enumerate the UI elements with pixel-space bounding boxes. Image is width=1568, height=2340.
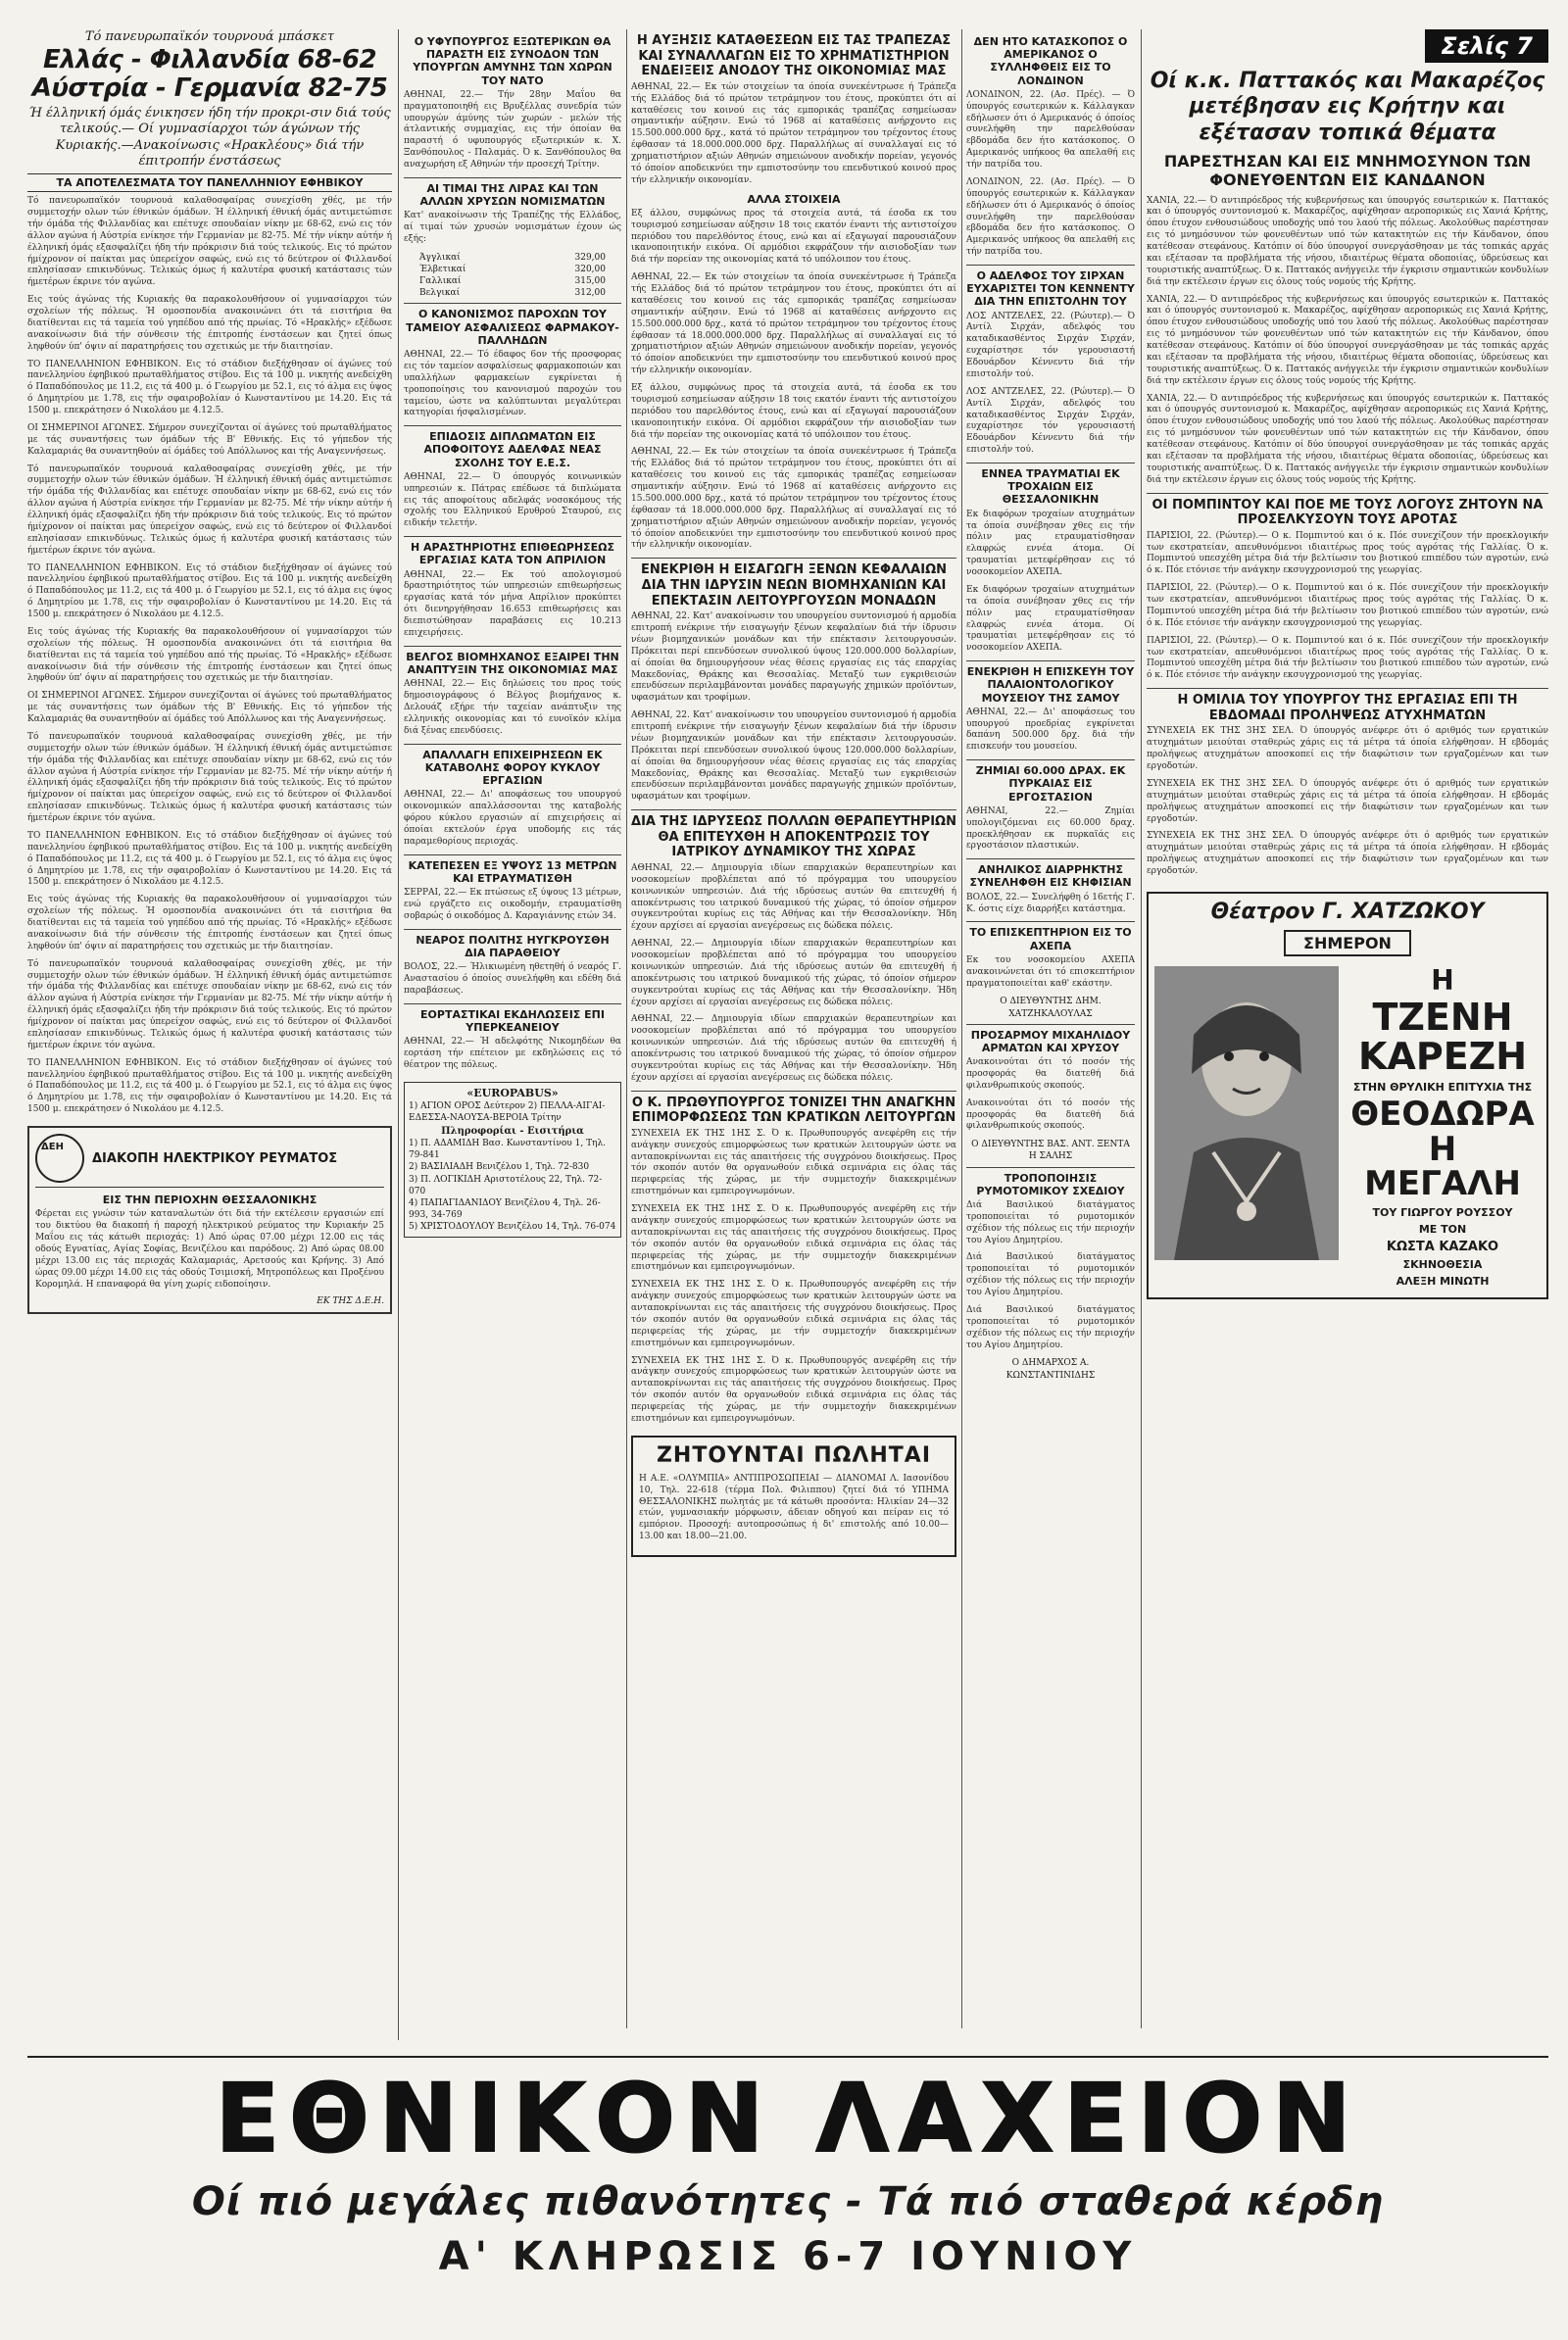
article-body: ΛΟΣ ΑΝΤΖΕΛΕΣ, 22. (Ρώυτερ).— Ό Αντίλ Σιρχάν, αδελφός του καταδικασθέντος Σιρχάν Σιρχάν, ευχαρίστησε τόν γερουσιαστή Εδουάρδον Κέννεντυ διά τήν επιστολήν τού. <box>966 386 1135 456</box>
power-notice-title: ΔΙΑΚΟΠΗ ΗΛΕΚΤΡΙΚΟΥ ΡΕΥΜΑΤΟΣ <box>92 1150 338 1166</box>
headline: ΤΟ ΕΠΙΣΚΕΠΤΗΡΙΟΝ ΕΙΣ ΤΟ ΑΧΕΠΑ <box>966 921 1135 951</box>
europabus-line: 2) ΒΑΣΙΛΙΑΔΗ Βενιζέλου 1, Τηλ. 72-830 <box>409 1162 590 1173</box>
headline: ΔΙΑ ΤΗΣ ΙΔΡΥΣΕΩΣ ΠΟΛΛΩΝ ΘΕΡΑΠΕΥΤΗΡΙΩΝ ΘΑ ΕΠΙΤΕΥΧΘΗ Η ΑΠΟΚΕΝΤΡΩΣΙΣ ΤΟΥ ΙΑΤΡΙΚΟΥ ΔΥΝΑΜΙΚΟΥ ΤΗΣ ΧΩΡΑΣ <box>631 809 956 860</box>
kicker: Τό πανευρωπαϊκόν τουρνουά μπάσκετ <box>84 29 335 44</box>
salesmen-wanted-ad <box>631 1436 956 1557</box>
rate-row: Έλβετικαί 320,00 <box>419 265 606 275</box>
europabus-line: Πληροφορίαι - Εισιτήρια <box>441 1125 584 1137</box>
headline: Ο Κ. ΠΡΩΘΥΠΟΥΡΓΟΣ ΤΟΝΙΖΕΙ ΤΗΝ ΑΝΑΓΚΗΝ ΕΠΙΜΟΡΦΩΣΕΩΣ ΤΩΝ ΚΡΑΤΙΚΩΝ ΛΕΙΤΟΥΡΓΩΝ <box>631 1091 956 1126</box>
article-body: ΧΑΝΙΑ, 22.— Ό αντιπρόεδρος τής κυβερνήσεως και ύπουργός εσωτερικών κ. Παττακός και ό ύπουργός συντονισμού κ. Μακαρέζος, αφίχθησαν αεροπορικώς εις Χανιά Κρήτης, όπου έτυχον ενθουσιώδους υποδοχής υπό του λαού τής πόλεως. Ακολούθως παρέστησαν εις τό μνημόσυνον τών φονευθέντων υπό τών κατακτητών εις τήν Κάνδανον, όπου κατέθεσαν στεφάνους. Κατόπιν οί δύο ύπουργοί συνεργάσθησαν με τάς τοπικάς αρχάς και εξέτασαν τα προβλήματα τής νήσου, ιδιαιτέρως θέματα οδοποιίας, ύδρεύσεως και τουριστικής αναπτύξεως. Ό κ. Παττακός ανήγγειλε τήν έγκρισιν σημαντικών κονδυλίων διά την εκτέλεσιν έργων εις όλους τούς νομούς τής Κρήτης. <box>1147 195 1548 287</box>
article-body: Κατ' ανακοίνωσιν τής Τραπέζης τής Ελλάδος, αί τιμαί τών χρυσών νομισμάτων έχουν ώς εξής: <box>404 211 621 244</box>
article-body: ΤΟ ΠΑΝΕΛΛΗΝΙΟΝ ΕΦΗΒΙΚΟΝ. Εις τό στάδιον διεξήχθησαν οί άγώνες τού πανελληνίου έφηβικού πρωταθλήματος στίβου. Εις τά 100 μ. νικητής ανεδείχθη ό Παπαδόπουλος με 11.2, εις τά 400 μ. ό Γεωργίου με 52.1, εις τό άλμα εις ύψος ό Δημητρίου με 1.78, εις τήν σφαιροβολίαν ό Κωνσταντίνου με 14.20. Εις τά 1500 μ. επεκράτησεν ό Νικολάου με 4.12.5. <box>27 1057 392 1115</box>
article-body: ΑΘΗΝΑΙ, 22.— Τό έδαφος 6ον τής προσφορας εις τόν ταμείον ασφαλίσεως φαρμακοποιών και υπαλλήλων φαρμακείων εγκρίνεται ή τροποποίησις του κανονισμού παροχών του ταμείου, ώστε να καλύπτωνται μεγαλύτεραι κατηγορίαι ήσφαλισμένων. <box>404 350 621 418</box>
column-economy <box>631 29 956 2028</box>
headline: Η ΑΡΑΣΤΗΡΙΟΤΗΣ ΕΠΙΘΕΩΡΗΣΕΩΣ ΕΡΓΑΣΙΑΣ ΚΑΤΑ ΤΟΝ ΑΠΡΙΛΙΟΝ <box>404 536 621 566</box>
article-body: ΣΥΝΕΧΕΙΑ ΕΚ ΤΗΣ 3ΗΣ ΣΕΛ. Ό ύπουργός ανέφερε ότι ό αριθμός των εργατικών ατυχημάτων μειούται σταθερώς χάρις εις τά μέτρα τά όποία ελήφθησαν. Η εβδομάς προλήψεως ατυχημάτων αποσκοπεί εις τήν διαφώτισιν των εργαζομένων και των εργοδοτών. <box>1147 778 1548 824</box>
article-body: ΧΑΝΙΑ, 22.— Ό αντιπρόεδρος τής κυβερνήσεως και ύπουργός εσωτερικών κ. Παττακός και ό ύπουργός συντονισμού κ. Μακαρέζος, αφίχθησαν αεροπορικώς εις Χανιά Κρήτης, όπου έτυχον ενθουσιώδους υποδοχής υπό του λαού τής πόλεως. Ακολούθως παρέστησαν εις τό μνημόσυνον τών φονευθέντων υπό τών κατακτητών εις τήν Κάνδανον, όπου κατέθεσαν στεφάνους. Κατόπιν οί δύο ύπουργοί συνεργάσθησαν με τάς τοπικάς αρχάς και εξέτασαν τα προβλήματα τής νήσου, ιδιαιτέρως θέματα οδοποιίας, ύδρεύσεως και τουριστικής αναπτύξεως. Ό κ. Παττακός ανήγγειλε τήν έγκρισιν σημαντικών κονδυλίων διά την εκτέλεσιν έργων εις όλους τούς νομούς τής Κρήτης. <box>1147 294 1548 386</box>
headline-greece-finland: Ελλάς - Φιλλανδία 68-62 <box>42 45 377 74</box>
headline: ΒΕΛΓΟΣ ΒΙΟΜΗΧΑΝΟΣ ΕΞΑΙΡΕΙ ΤΗΝ ΑΝΑΠΤΥΞΙΝ ΤΗΣ ΟΙΚΟΝΟΜΙΑΣ ΜΑΣ <box>404 646 621 676</box>
headline: Η ΟΜΙΛΙΑ ΤΟΥ ΥΠΟΥΡΓΟΥ ΤΗΣ ΕΡΓΑΣΙΑΣ ΕΠΙ ΤΗ ΕΒΔΟΜΑΔΙ ΠΡΟΛΗΨΕΩΣ ΑΤΥΧΗΜΑΤΩΝ <box>1147 688 1548 723</box>
theatre-author: ΤΟΥ ΓΙΩΡΓΟΥ ΡΟΥΣΣΟΥ <box>1372 1206 1513 1220</box>
power-notice-region: ΕΙΣ ΤΗΝ ΠΕΡΙΟΧΗΝ ΘΕΣΣΑΛΟΝΙΚΗΣ <box>102 1194 318 1207</box>
article-body: ΠΑΡΙΣΙΟΙ, 22. (Ρώυτερ).— Ο κ. Πομπιντού και ό κ. Πόε συνεχίζουν τήν προεκλογικήν των εκστρατείαν, απευθυνόμενοι ιδιαιτέρως προς τούς αγρότας τής Γαλλίας. Ό κ. Πομπιντού υπεσχέθη μέτρα διά τήν βελτίωσιν του βιοτικού επιπέδου τών αγροτών, ενώ ό κ. Πόε ετόνισε τήν ανάγκην εκσυγχρονισμού της γεωργίας. <box>1147 530 1548 576</box>
article-body: ΑΘΗΝΑΙ, 22.— Ζημίαι υπολογιζόμεναι εις 60.000 δραχ. προεκλήθησαν εκ πυρκαϊάς εις εργοστάσιον πλαστικών. <box>966 805 1135 852</box>
salesmen-wanted-title: ΖΗΤΟΥΝΤΑΙ ΠΩΛΗΤΑΙ <box>656 1442 932 1468</box>
lede: Ή έλληνική όμάς ένικησεν ήδη τήν προκρι-σιν διά τούς τελικούς.— Οί γυμνασίαρχοι τών άγώνων τής Κυριακής.—Ανακοίνωσις «Ηρακλέους» διά τήν έπιτροπήν ένστάσεως <box>28 106 391 169</box>
article-body: ΛΟΝΔΙΝΟΝ, 22. (Ασ. Πρές). — Ό ύπουργός εσωτερικών κ. Κάλλαγκαν εδήλωσεν ότι ό Αμερικανός ό όποίος συνελήφθη την παρελθούσαν εβδομάδα δεν ήτο κατάσκοπος. Ο Αμερικανός υπήκοος θα απελαθή εις τήν πατρίδα του. <box>966 89 1135 170</box>
article-body: ΠΑΡΙΣΙΟΙ, 22. (Ρώυτερ).— Ο κ. Πομπιντού και ό κ. Πόε συνεχίζουν τήν προεκλογικήν των εκστρατείαν, απευθυνόμενοι ιδιαιτέρως προς τούς αγρότας τής Γαλλίας. Ό κ. Πομπιντού υπεσχέθη μέτρα διά τήν βελτίωσιν του βιοτικού επιπέδου τών αγροτών, ενώ ό κ. Πόε ετόνισε τήν ανάγκην εκσυγχρονισμού της γεωργίας. <box>1147 583 1548 628</box>
rate-row: Βελγικαί 312,00 <box>419 288 606 299</box>
article-body: Εκ διαφόρων τροχαίων ατυχημάτων τα όποία συνέβησαν χθες εις τήν πόλιν μας ετραυματίσθησαν ελαφρώς εννέα άτομα. Οί τραυματίαι μετεφέρθησαν εις τό νοσοκομείον ΑΧΕΠΑ. <box>966 584 1135 654</box>
headline: ΕΝΕΚΡΙΘΗ Η ΕΙΣΑΓΩΓΗ ΞΕΝΩΝ ΚΕΦΑΛΑΙΩΝ ΔΙΑ ΤΗΝ ΙΔΡΥΣΙΝ ΝΕΩΝ ΒΙΟΜΗΧΑΝΙΩΝ ΚΑΙ ΕΠΕΚΤΑΣΙΝ ΛΕΙΤΟΥΡΓΟΥΣΩΝ ΜΟΝΑΔΩΝ <box>631 558 956 609</box>
article-body: ΣΥΝΕΧΕΙΑ ΕΚ ΤΗΣ 1ΗΣ Σ. Ό κ. Πρωθυπουργός ανεφέρθη εις τήν ανάγκην συνεχούς επιμορφώσεως των κρατικών λειτουργών ώστε να ανταποκρίνωνται εις τάς απαιτήσεις τής συγχρόνου διοικήσεως. Προς τόν σκοπόν αυτόν θα οργανωθούν ειδικά σεμινάρια εις όλας τάς περιφερείας τής χώρας, με τήν συμμετοχήν διακεκριμένων επιστημόνων και εμπειρογνωμόνων. <box>631 1128 956 1197</box>
signature: Ο ΔΗΜΑΡΧΟΣ Α. ΚΩΝΣΤΑΝΤΙΝΙΔΗΣ <box>1005 1358 1096 1381</box>
article-body: ΑΘΗΝΑΙ, 22.— Δημιουργία ιδίων επαρχιακών θεραπευτηρίων και νοσοκομείων προβλέπεται από τό πρόγραμμα του υπουργείου κοινωνικών υπηρεσιών. Διά τής ιδρύσεως αυτών θα επιτευχθή ή αποκέντρωσις του ιατρικού δυναμικού τής χώρας, τό όποίον σήμερον συγκεντρούται κυρίως εις τάς Αθήνας και τήν Θεσσαλονίκην. Ήδη έχουν αρχίσει αί εργασίαι ανεγέρσεως εις δώδεκα πόλεις. <box>631 1014 956 1083</box>
theatre-article: Η <box>1431 963 1454 997</box>
article-body: ΣΥΝΕΧΕΙΑ ΕΚ ΤΗΣ 3ΗΣ ΣΕΛ. Ό ύπουργός ανέφερε ότι ό αριθμός των εργατικών ατυχημάτων μειούται σταθερώς χάρις εις τά μέτρα τά όποία ελήφθησαν. Η εβδομάς προλήψεως ατυχημάτων αποσκοπεί εις τήν διαφώτισιν των εργαζομένων και των εργοδοτών. <box>1147 831 1548 877</box>
europabus-line: 3) Π. ΛΟΓΙΚΙΔΗ Αριστοτέλους 22, Τηλ. 72-070 <box>409 1174 603 1196</box>
article-body: ΧΑΝΙΑ, 22.— Ό αντιπρόεδρος τής κυβερνήσεως και ύπουργός εσωτερικών κ. Παττακός και ό ύπουργός συντονισμού κ. Μακαρέζος, αφίχθησαν αεροπορικώς εις Χανιά Κρήτης, όπου έτυχον ενθουσιώδους υποδοχής υπό του λαού τής πόλεως. Ακολούθως παρέστησαν εις τό μνημόσυνον τών φονευθέντων υπό τών κατακτητών εις τήν Κάνδανον, όπου κατέθεσαν στεφάνους. Κατόπιν οί δύο ύπουργοί συνεργάσθησαν με τάς τοπικάς αρχάς και εξέτασαν τα προβλήματα τής νήσου, ιδιαιτέρως θέματα οδοποιίας, ύδρεύσεως και τουριστικής αναπτύξεως. Ό κ. Παττακός ανήγγειλε τήν έγκρισιν σημαντικών κονδυλίων διά την εκτέλεσιν έργων εις όλους τούς νομούς τής Κρήτης. <box>1147 393 1548 485</box>
article-body: Τό πανευρωπαϊκόν τουρνουά καλαθοσφαίρας συνεχίσθη χθές, με τήν συμμετοχήν ολων τών έθνικών όμάδων. Ή έλληνική έθνική όμάς αντιμετώπισε τήν όμάδα τής Φιλλανδίας και επέτυχε σπουδαίαν νίκην με 68-62, ενώ εις τόν άλλον αγώνα ή Αύστρία ενίκησε τήν Γερμανίαν με 82-75. Μέ τήν νίκην αύτήν ή έλληνική όμάς εξασφαλίζει ήδη τήν πρόκρισιν διά τούς τελικούς. Εις τό πρώτον ήμίχρονον οί παίκται μας ύπερείχον σαφώς, ενώ εις τό δεύτερον οί Φιλλανδοί επλησίασαν επικινδύνως. Τελικώς όμως ή καλυτέρα φυσική κατάστασις τών ήμετέρων έκρινε τόν αγώνα. <box>27 731 392 824</box>
page-number-badge: Σελίς 7 <box>1425 29 1548 63</box>
power-outage-notice <box>27 1126 392 1314</box>
column-rule <box>1141 29 1142 2028</box>
headline: ΔΕΝ ΗΤΟ ΚΑΤΑΣΚΟΠΟΣ Ο ΑΜΕΡΙΚΑΝΟΣ Ο ΣΥΛΛΗΦΘΕΙΣ ΕΙΣ ΤΟ ΛΟΝΔΙΝΟΝ <box>973 35 1128 87</box>
article-body: Εξ άλλου, συμφώνως προς τά στοιχεία αυτά, τά έσοδα εκ του τουρισμού εσημείωσαν αύξησιν 18 τοις εκατόν έναντι τής αντιστοίχου περιόδου του παρελθόντος έτους, ενώ και αί εξαγωγαί παρουσιάζουν ικανοποιητικήν εικόνα. Οί αρμόδιοι εκφράζουν τήν αισιοδοξίαν των διά τήν πορείαν της οικονομίας κατά τό υπόλοιπον του έτους. <box>631 208 956 266</box>
article-body: ΣΥΝΕΧΕΙΑ ΕΚ ΤΗΣ 1ΗΣ Σ. Ό κ. Πρωθυπουργός ανεφέρθη εις τήν ανάγκην συνεχούς επιμορφώσεως των κρατικών λειτουργών ώστε να ανταποκρίνωνται εις τάς απαιτήσεις τής συγχρόνου διοικήσεως. Προς τόν σκοπόν αυτόν θα οργανωθούν ειδικά σεμινάρια εις όλας τάς περιφερείας τής χώρας, με τήν συμμετοχήν διακεκριμένων επιστημόνων και εμπειρογνωμόνων. <box>631 1204 956 1273</box>
article-body: ΑΘΗΝΑΙ, 22.— Ή αδελφότης Νικομηδέων θα εορτάση τήν επέτειον με εκδηλώσεις εις τό θέατρον της πόλεως. <box>404 1036 621 1070</box>
article-body: ΒΟΛΟΣ, 22.— Συνελήφθη ό 16ετής Γ. Κ. όστις είχε διαρρήξει κατάστημα. <box>966 892 1135 914</box>
article-body: ΣΥΝΕΧΕΙΑ ΕΚ ΤΗΣ 1ΗΣ Σ. Ό κ. Πρωθυπουργός ανεφέρθη εις τήν ανάγκην συνεχούς επιμορφώσεως των κρατικών λειτουργών ώστε να ανταποκρίνωνται εις τάς απαιτήσεις τής συγχρόνου διοικήσεως. Προς τόν σκοπόν αυτόν θα οργανωθούν ειδικά σεμινάρια εις όλας τάς περιφερείας τής χώρας, με τήν συμμετοχήν διακεκριμένων επιστημόνων και εμπειρογνωμόνων. <box>631 1355 956 1424</box>
headline: Η ΑΥΞΗΣΙΣ ΚΑΤΑΘΕΣΕΩΝ ΕΙΣ ΤΑΣ ΤΡΑΠΕΖΑΣ ΚΑΙ ΣΥΝΑΛΛΑΓΩΝ ΕΙΣ ΤΟ ΧΡΗΜΑΤΙΣΤΗΡΙΟΝ ΕΝΔΕΙΞΕΙΣ ΑΝΟΔΟΥ ΤΗΣ ΟΙΚΟΝΟΜΙΑΣ ΜΑΣ <box>636 33 952 79</box>
article-body: ΟΙ ΣΗΜΕΡΙΝΟΙ ΑΓΩΝΕΣ. Σήμερον συνεχίζονται οί άγώνες τού πρωταθλήματος με τάς συναντήσεις των όμάδων τής Β' Εθνικής. Εις τό γήπεδον τής Καλαμαριάς θα συναντηθούν αί όμάδες τού Απόλλωνος και τής Αναγεννήσεως. <box>27 691 392 725</box>
article-body: ΑΘΗΝΑΙ, 22.— Ό όπουργός κοινωνικών υπηρεσιών κ. Πάτρας επέδωσε τά διπλώματα εις τάς αποφοίτους αδελφάς νοσοκόμους τής σχολής του Ελληνικού Ερυθρού Σταυρού, εις ειδικήν τελετήν. <box>404 471 621 529</box>
signature: Ο ΔΙΕΥΘΥΝΤΗΣ ΔΗΜ. ΧΑΤΖΗΚΑΛΟΥΛΑΣ <box>1000 997 1102 1019</box>
article-body: ΑΘΗΝΑΙ, 22.— Δι' αποφάσεως του υπουργού προεδρίας εγκρίνεται δαπάνη 500.000 δρχ. διά τήν επισκευήν του μουσείου. <box>966 707 1135 753</box>
europabus-ad <box>404 1082 621 1239</box>
article-body: ΑΘΗΝΑΙ, 22.— Εκ τού απολογισμού δραστηριότητος τών υπηρεσιών επιθεωρήσεως εργασίας κατά τόν μήνα Απρίλιον προκύπτει ότι διενηργήθησαν 16.653 επιθεωρήσεις και διεπιστώθησαν παραβάσεις εις 10.213 επιχειρήσεις. <box>404 569 621 638</box>
article-body: ΣΕΡΡΑΙ, 22.— Εκ πτώσεως εξ ύψους 13 μέτρων, ενώ εργάζετο εις οικοδομήν, ετραυματίσθη σοβαρώς ό οικοδόμος Δ. Καραγιάννης ετών 34. <box>404 887 621 921</box>
article-body: Ανακοινούται ότι τό ποσόν τής προσφοράς θα διατεθή διά φιλανθρωπικούς σκοπούς. <box>966 1097 1135 1132</box>
article-body: Τό πανευρωπαϊκόν τουρνουά καλαθοσφαίρας συνεχίσθη χθές, με τήν συμμετοχήν ολων τών έθνικών όμάδων. Ή έλληνική έθνική όμάς αντιμετώπισε τήν όμάδα τής Φιλλανδίας και επέτυχε σπουδαίαν νίκην με 68-62, ενώ εις τόν άλλον αγώνα ή Αύστρία ενίκησε τήν Γερμανίαν με 82-75. Μέ τήν νίκην αύτήν ή έλληνική όμάς εξασφαλίζει ήδη τήν πρόκρισιν διά τούς τελικούς. Εις τό πρώτον ήμίχρονον οί παίκται μας ύπερείχον σαφώς, ενώ εις τό δεύτερον οί Φιλλανδοί επλησίασαν επικινδύνως. Τελικώς όμως ή καλυτέρα φυσική κατάστασις τών ήμετέρων έκρινε τόν αγώνα. <box>27 463 392 556</box>
theatre-direction-label: ΣΚΗΝΟΘΕΣΙΑ <box>1402 1258 1483 1272</box>
headline: ΝΕΑΡΟΣ ΠΟΛΙΤΗΣ ΗΥΓΚΡΟΥΣΘΗ ΔΙΑ ΠΑΡΑΘΕΙΟΥ <box>404 929 621 959</box>
article-body: ΤΟ ΠΑΝΕΛΛΗΝΙΟΝ ΕΦΗΒΙΚΟΝ. Εις τό στάδιον διεξήχθησαν οί άγώνες τού πανελληνίου έφηβικού πρωταθλήματος στίβου. Εις τά 100 μ. νικητής ανεδείχθη ό Παπαδόπουλος με 11.2, εις τά 400 μ. ό Γεωργίου με 52.1, εις τό άλμα εις ύψος ό Δημητρίου με 1.78, εις τήν σφαιροβολίαν ό Κωνσταντίνου με 14.20. Εις τά 1500 μ. επεκράτησεν ό Νικολάου με 4.12.5. <box>27 359 392 416</box>
headline: ΕΝΝΕΑ ΤΡΑΥΜΑΤΙΑΙ ΕΚ ΤΡΟΧΑΙΩΝ ΕΙΣ ΘΕΣΣΑΛΟΝΙΚΗΝ <box>966 463 1135 507</box>
article-body: Εκ του νοσοκομείου ΑΧΕΠΑ ανακοινώνεται ότι τό επισκεπτήριον πραγματοποιείται καθ' εκάστην. <box>966 954 1135 989</box>
article-body: ΑΘΗΝΑΙ, 22. Κατ' ανακοίνωσιν του υπουργείου συντονισμού ή αρμοδία επιτροπή ενέκρινε τήν εισαγωγήν ξένων κεφαλαίων διά τήν ίδρυσιν νέων βιομηχανικών μονάδων και τήν επέκτασιν λειτουργουσών. Πρόκειται περί επενδύσεων συνολικού ύψους 120.000.000 δολλαρίων, αί όποίαι θα δημιουργήσουν νέας θέσεις εργασίας εις τάς επαρχίας Μακεδονίας, Θράκης και Θεσσαλίας. Μεταξύ των εγκριθεισών επενδύσεων περιλαμβάνονται μονάδες παραγωγής χημικών προϊόντων, υφασμάτων και τροφίμων. <box>631 710 956 803</box>
theatre-name: Θέατρον Γ. ΧΑΤΖΩΚΟΥ <box>1210 899 1485 924</box>
actress-photo <box>1154 966 1339 1260</box>
article-body: ΠΑΡΙΣΙΟΙ, 22. (Ρώυτερ).— Ο κ. Πομπιντού και ό κ. Πόε συνεχίζουν τήν προεκλογικήν των εκστρατείαν, απευθυνόμενοι ιδιαιτέρως προς τούς αγρότας τής Γαλλίας. Ό κ. Πομπιντού υπεσχέθη μέτρα διά τήν βελτίωσιν του βιοτικού επιπέδου τών αγροτών, ενώ ό κ. Πόε ετόνισε τήν ανάγκην εκσυγχρονισμού της γεωργίας. <box>1147 635 1548 681</box>
headline: ΑΠΑΛΛΑΓΗ ΕΠΙΧΕΙΡΗΣΕΩΝ ΕΚ ΚΑΤΑΒΟΛΗΣ ΦΟΡΟΥ ΚΥΚΛΟΥ ΕΡΓΑΣΙΩΝ <box>404 744 621 788</box>
europabus-line: 4) ΠΑΠΑΓΙΔΑΝΙΔΟΥ Βενιζέλου 4, Τηλ. 26-993, 34-769 <box>409 1197 601 1220</box>
article-body: Τό πανευρωπαϊκόν τουρνουά καλαθοσφαίρας συνεχίσθη χθές, με τήν συμμετοχήν ολων τών έθνικών όμάδων. Ή έλληνική έθνική όμάς αντιμετώπισε τήν όμάδα τής Φιλλανδίας και επέτυχε σπουδαίαν νίκην με 68-62, ενώ εις τόν άλλον αγώνα ή Αύστρία ενίκησε τήν Γερμανίαν με 82-75. Μέ τήν νίκην αύτήν ή έλληνική όμάς εξασφαλίζει ήδη τήν πρόκρισιν διά τούς τελικούς. Εις τό πρώτον ήμίχρονον οί παίκται μας ύπερείχον σαφώς, ενώ εις τό δεύτερον οί Φιλλανδοί επλησίασαν επικινδύνως. Τελικώς όμως ή καλυτέρα φυσική κατάστασις τών ήμετέρων έκρινε τόν αγώνα. <box>27 958 392 1050</box>
article-body: ΤΟ ΠΑΝΕΛΛΗΝΙΟΝ ΕΦΗΒΙΚΟΝ. Εις τό στάδιον διεξήχθησαν οί άγώνες τού πανελληνίου έφηβικού πρωταθλήματος στίβου. Εις τά 100 μ. νικητής ανεδείχθη ό Παπαδόπουλος με 11.2, εις τά 400 μ. ό Γεωργίου με 52.1, εις τό άλμα εις ύψος ό Δημητρίου με 1.78, εις τήν σφαιροβολίαν ό Κωνσταντίνου με 14.20. Εις τά 1500 μ. επεκράτησεν ό Νικολάου με 4.12.5. <box>27 830 392 888</box>
headline: ΤΡΟΠΟΠΟΙΗΣΙΣ ΡΥΜΟΤΟΜΙΚΟΥ ΣΧΕΔΙΟΥ <box>966 1167 1135 1197</box>
headline-austria-germany: Αύστρία - Γερμανία 82-75 <box>31 73 388 103</box>
theatre-costar: ΚΩΣΤΑ ΚΑΖΑΚΟ <box>1386 1240 1499 1255</box>
article-body: Διά Βασιλικού διατάγματος τροποποιείται τό ρυμοτομικόν σχέδιον τής πόλεως εις τήν περιοχήν του Αγίου Δημητρίου. <box>966 1252 1135 1298</box>
column-rule <box>398 29 399 2040</box>
theatre-play-title: ΘΕΟΔΩΡΑ Η ΜΕΓΑΛΗ <box>1350 1095 1535 1204</box>
column-news-2 <box>404 29 621 2028</box>
gold-coin-rates <box>419 252 606 300</box>
rate-row: Άγγλικαί 329,00 <box>419 252 606 263</box>
theatre-line: ΣΤΗΝ ΘΡΥΛΙΚΗ ΕΠΙΤΥΧΙΑ ΤΗΣ <box>1352 1081 1533 1095</box>
headline: ΕΟΡΤΑΣΤΙΚΑΙ ΕΚΔΗΛΩΣΕΙΣ ΕΠΙ ΥΠΕΡΚΕΑΝΕΙΟΥ <box>404 1003 621 1034</box>
article-body: ΤΟ ΠΑΝΕΛΛΗΝΙΟΝ ΕΦΗΒΙΚΟΝ. Εις τό στάδιον διεξήχθησαν οί άγώνες τού πανελληνίου έφηβικού πρωταθλήματος στίβου. Εις τά 100 μ. νικητής ανεδείχθη ό Παπαδόπουλος με 11.2, εις τά 400 μ. ό Γεωργίου με 52.1, εις τό άλμα εις ύψος ό Δημητρίου με 1.78, εις τήν σφαιροβολίαν ό Κωνσταντίνου με 14.20. Εις τά 1500 μ. επεκράτησεν ό Νικολάου με 4.12.5. <box>27 562 392 620</box>
theatre-with: ΜΕ ΤΟΝ <box>1418 1223 1467 1237</box>
theatre-director: ΑΛΕΞΗ ΜΙΝΩΤΗ <box>1396 1275 1490 1289</box>
article-body: ΒΟΛΟΣ, 22.— Ήλικιωμένη ηθετηθή ό νεαρός Γ. Αναστασίου ό όποίος συνελήφθη και εδέθη διά παραβάσεως. <box>404 961 621 996</box>
article-body: ΑΘΗΝΑΙ, 22.— Εκ τών στοιχείων τα όποία συνεκέντρωσε ή Τράπεζα τής Ελλάδος διά τό πρώτον τετράμηνον του έτους, προκύπτει ότι αί καταθέσεις του κοινού εις τάς εμπορικάς τραπέζας εσημείωσαν σημαντικήν αύξησιν. Ενώ τό 1968 αί καταθέσεις ανήρχοντο εις 15.500.000.000 δρχ., κατά τό πρώτον τετράμηνον του τρέχοντος έτους έφθασαν τά 18.000.000.000 δρχ. Παραλλήλως αί συναλλαγαί εις τό χρηματιστήριον αξιών Αθηνών σημειώνουν ανοδικήν πορείαν, γεγονός τό όποίον αποδεικνύει την εμπιστοσύνην του επενδυτικού κοινού προς τήν ελληνικήν οικονομίαν. <box>631 272 956 376</box>
lottery-title: ΕΘΝΙΚΟΝ ΛΑΧΕΙΟΝ <box>215 2064 1361 2173</box>
headline: Ο ΚΑΝΟΝΙΣΜΟΣ ΠΑΡΟΧΩΝ ΤΟΥ ΤΑΜΕΙΟΥ ΑΣΦΑΛΙΣΕΩΣ ΦΑΡΜΑΚΟΥ-ΠΑΛΛΗΔΩΝ <box>404 303 621 347</box>
theatre-star-name: ΤΖΕΝΗ ΚΑΡΕΖΗ <box>1357 996 1528 1079</box>
national-lottery-ad <box>27 2056 1548 2311</box>
headline: ΑΙ ΤΙΜΑΙ ΤΗΣ ΛΙΡΑΣ ΚΑΙ ΤΩΝ ΑΛΛΩΝ ΧΡΥΣΩΝ ΝΟΜΙΣΜΑΤΩΝ <box>404 177 621 208</box>
headline: Ο ΥΦΥΠΟΥΡΓΟΣ ΕΞΩΤΕΡΙΚΩΝ ΘΑ ΠΑΡΑΣΤΗ ΕΙΣ ΣΥΝΟΔΟΝ ΤΩΝ ΥΠΟΥΡΓΩΝ ΑΜΥΝΗΣ ΤΩΝ ΧΩΡΩΝ ΤΟΥ ΝΑΤΟ <box>413 35 612 87</box>
headline: ΟΙ ΠΟΜΠΙΝΤΟΥ ΚΑΙ ΠΟΕ ΜΕ ΤΟΥΣ ΛΟΓΟΥΣ ΖΗΤΟΥΝ ΝΑ ΠΡΟΣΕΛΚΥΣΟΥΝ ΤΟΥΣ ΑΡΟΤΑΣ <box>1147 493 1548 528</box>
headline: ΠΡΟΣΑΡΜΟΥ ΜΙΧΑΗΛΙΔΟΥ ΑΡΜΑΤΩΝ ΚΑΙ ΧΡΥΣΟΥ <box>966 1024 1135 1054</box>
column-basketball <box>27 29 392 2040</box>
subheading: ΑΛΛΑ ΣΤΟΙΧΕΙΑ <box>747 192 841 206</box>
article-body: Εις τούς άγώνας τής Κυριακής θα παρακολουθήσουν οί γυμνασίαρχοι τών σχολείων τής πόλεως. Ή ομοσπονδία ανακοινώνει ότι τά εισιτήρια θα διατίθενται εις τά ταμεία τού γηπέδου από τής πρωίας. Τό «Ηρακλής» εξέδωσε ανακοίνωσιν διά τήν σύνθεσιν τής έπιτροπής ένστάσεων και ζητεί όπως ληφθούν ύπ' όψιν αί παρατηρήσεις του σχετικώς με τήν διαιτησίαν. <box>27 626 392 684</box>
column-front <box>1147 29 1548 2028</box>
dei-logo-text: ΔΕΗ <box>41 1142 64 1153</box>
headline: Ο ΑΔΕΛΦΟΣ ΤΟΥ ΣΙΡΧΑΝ ΕΥΧΑΡΙΣΤΕΙ ΤΟΝ ΚΕΝΝΕΝΤΥ ΔΙΑ ΤΗΝ ΕΠΙΣΤΟΛΗΝ ΤΟΥ <box>966 265 1135 309</box>
column-rule <box>961 29 962 2028</box>
article-body: ΑΘΗΝΑΙ, 22.— Εκ τών στοιχείων τα όποία συνεκέντρωσε ή Τράπεζα τής Ελλάδος διά τό πρώτον τετράμηνον του έτους, προκύπτει ότι αί καταθέσεις του κοινού εις τάς εμπορικάς τραπέζας εσημείωσαν σημαντικήν αύξησιν. Ενώ τό 1968 αί καταθέσεις ανήρχοντο εις 15.500.000.000 δρχ., κατά τό πρώτον τετράμηνον του τρέχοντος έτους έφθασαν τά 18.000.000.000 δρχ. Παραλλήλως αί συναλλαγαί εις τό χρηματιστήριον αξιών Αθηνών σημειώνουν ανοδικήν πορείαν, γεγονός τό όποίον αποδεικνύει την εμπιστοσύνην του επενδυτικού κοινού προς τήν ελληνικήν οικονομίαν. <box>631 447 956 551</box>
article-body: ΑΘΗΝΑΙ, 22.— Δημιουργία ιδίων επαρχιακών θεραπευτηρίων και νοσοκομείων προβλέπεται από τό πρόγραμμα του υπουργείου κοινωνικών υπηρεσιών. Διά τής ιδρύσεως αυτών θα επιτευχθή ή αποκέντρωσις του ιατρικού δυναμικού τής χώρας, τό όποίον σήμερον συγκεντρούται κυρίως εις τάς Αθήνας και τήν Θεσσαλονίκην. Ήδη έχουν αρχίσει αί εργασίαι ανεγέρσεως εις δώδεκα πόλεις. <box>631 862 956 932</box>
column-briefs <box>966 29 1135 2028</box>
article-body: ΟΙ ΣΗΜΕΡΙΝΟΙ ΑΓΩΝΕΣ. Σήμερον συνεχίζονται οί άγώνες τού πρωταθλήματος με τάς συναντήσεις των όμάδων τής Β' Εθνικής. Εις τό γήπεδον τής Καλαμαριάς θα συναντηθούν αί όμάδες τού Απόλλωνος και τής Αναγεννήσεως. <box>27 422 392 457</box>
europabus-title: «EUROPABUS» <box>466 1086 559 1099</box>
headline: ΚΑΤΕΠΕΣΕΝ ΕΞ ΥΨΟΥΣ 13 ΜΕΤΡΩΝ ΚΑΙ ΕΤΡΑΥΜΑΤΙΣΘΗ <box>404 854 621 885</box>
headline: ΖΗΜΙΑΙ 60.000 ΔΡΑΧ. ΕΚ ΠΥΡΚΑΙΑΣ ΕΙΣ ΕΡΓΟΣΤΑΣΙΟΝ <box>966 759 1135 804</box>
subheading-ephebic: ΤΑ ΑΠΟΤΕΛΕΣΜΑΤΑ ΤΟΥ ΠΑΝΕΛΛΗΝΙΟΥ ΕΦΗΒΙΚΟΥ <box>27 173 392 192</box>
theatre-ad <box>1147 892 1548 1299</box>
article-body: ΑΘΗΝΑΙ, 22. Κατ' ανακοίνωσιν του υπουργείου συντονισμού ή αρμοδία επιτροπή ενέκρινε τήν εισαγωγήν ξένων κεφαλαίων διά τήν ίδρυσιν νέων βιομηχανικών μονάδων και τήν επέκτασιν λειτουργουσών. Πρόκειται περί επενδύσεων συνολικού ύψους 120.000.000 δολλαρίων, αί όποίαι θα δημιουργήσουν νέας θέσεις εργασίας εις τάς επαρχίας Μακεδονίας, Θράκης και Θεσσαλίας. Μεταξύ των εγκριθεισών επενδύσεων περιλαμβάνονται μονάδες παραγωγής χημικών προϊόντων, υφασμάτων και τροφίμων. <box>631 611 956 704</box>
headline-pattakos: Οί κ.κ. Παττακός και Μακαρέζος μετέβησαν εις Κρήτην και εξέτασαν τοπικά θέματα <box>1150 69 1545 145</box>
article-body: ΑΘΗΝΑΙ, 22.— Εκ τών στοιχείων τα όποία συνεκέντρωσε ή Τράπεζα τής Ελλάδος διά τό πρώτον τετράμηνον του έτους, προκύπτει ότι αί καταθέσεις του κοινού εις τάς εμπορικάς τραπέζας εσημείωσαν σημαντικήν αύξησιν. Ενώ τό 1968 αί καταθέσεις ανήρχοντο εις 15.500.000.000 δρχ., κατά τό πρώτον τετράμηνον του τρέχοντος έτους έφθασαν τά 18.000.000.000 δρχ. Παραλλήλως αί συναλλαγαί εις τό χρηματιστήριον αξιών Αθηνών σημειώνουν ανοδικήν πορείαν, γεγονός τό όποίον αποδεικνύει την εμπιστοσύνην του επενδυτικού κοινού προς τήν ελληνικήν οικονομίαν. <box>631 81 956 185</box>
power-notice-body: Φέρεται εις γνώσιν τών καταναλωτών ότι διά τήν εκτέλεσιν εργασιών επί του δικτύου θα διακοπή ή παροχή ηλεκτρικού ρεύματος την Κυριακήν 25 Μαΐου εις τάς κάτωθι περιοχάς: 1) Από ώρας 07.00 μέχρι 12.00 εις τάς οδούς Εγνατίας, Αγίας Σοφίας, Βενιζέλου και παρόδους. 2) Από ώρας 08.00 μέχρι 13.00 εις τάς περιοχάς Καλαμαριάς, Αρετσούς και Κρήνης. 3) Από ώρας 09.00 μέχρι 14.00 εις τάς οδούς Τσιμισκή, Μητροπόλεως και Προξένου Κορομηλά. Η επαναφορά θα γίνη χωρίς ειδοποίησιν. <box>35 1209 384 1290</box>
article-body: Εις τούς άγώνας τής Κυριακής θα παρακολουθήσουν οί γυμνασίαρχοι τών σχολείων τής πόλεως. Ή ομοσπονδία ανακοινώνει ότι τά εισιτήρια θα διατίθενται εις τά ταμεία τού γηπέδου από τής πρωίας. Τό «Ηρακλής» εξέδωσε ανακοίνωσιν διά τήν σύνθεσιν τής έπιτροπής ένστάσεων και ζητεί όπως ληφθούν ύπ' όψιν αί παρατηρήσεις του σχετικώς με τήν διαιτησίαν. <box>27 295 392 352</box>
dei-logo-icon <box>35 1134 84 1183</box>
rate-row: Γαλλικαί 315,00 <box>419 276 606 287</box>
signature: Ο ΔΙΕΥΘΥΝΤΗΣ ΒΑΣ. ΑΝΤ. ΞΕΝΤΑ Η ΣΑΛΗΣ <box>971 1140 1130 1162</box>
article-body: ΣΥΝΕΧΕΙΑ ΕΚ ΤΗΣ 1ΗΣ Σ. Ό κ. Πρωθυπουργός ανεφέρθη εις τήν ανάγκην συνεχούς επιμορφώσεως των κρατικών λειτουργών ώστε να ανταποκρίνωνται εις τάς απαιτήσεις τής συγχρόνου διοικήσεως. Προς τόν σκοπόν αυτόν θα οργανωθούν ειδικά σεμινάρια εις όλας τάς περιφερείας τής χώρας, με τήν συμμετοχήν διακεκριμένων επιστημόνων και εμπειρογνωμόνων. <box>631 1280 956 1348</box>
article-body: Εις τούς άγώνας τής Κυριακής θα παρακολουθήσουν οί γυμνασίαρχοι τών σχολείων τής πόλεως. Ή ομοσπονδία ανακοινώνει ότι τά εισιτήρια θα διατίθενται εις τά ταμεία τού γηπέδου από τής πρωίας. Τό «Ηρακλής» εξέδωσε ανακοίνωσιν διά τήν σύνθεσιν τής έπιτροπής ένστάσεων και ζητεί όπως ληφθούν ύπ' όψιν αί παρατηρήσεις του σχετικώς με τήν διαιτησίαν. <box>27 895 392 951</box>
europabus-line: 5) ΧΡΙΣΤΟΔΟΥΛΟΥ Βενιζέλου 14, Τηλ. 76-074 <box>409 1222 616 1233</box>
headline: ΑΝΗΛΙΚΟΣ ΔΙΑΡΡΗΚΤΗΣ ΣΥΝΕΛΗΦΘΗ ΕΙΣ ΚΗΦΙΣΙΑΝ <box>966 858 1135 889</box>
column-rule <box>626 29 627 2028</box>
article-body: ΛΟΝΔΙΝΟΝ, 22. (Ασ. Πρές). — Ό ύπουργός εσωτερικών κ. Κάλλαγκαν εδήλωσεν ότι ό Αμερικανός ό όποίος συνελήφθη την παρελθούσαν εβδομάδα δεν ήτο κατάσκοπος. Ο Αμερικανός υπήκοος θα απελαθή εις τήν πατρίδα του. <box>966 176 1135 258</box>
salesmen-wanted-body: Η Α.Ε. «ΟΛΥΜΠΙΑ» ΑΝΤΙΠΡΟΣΩΠΕΙΑΙ — ΔΙΑΝΟΜΑΙ Λ. Ιασονίδου 10, Τηλ. 22-618 (τέρμα Πολ. Φιλιππου) ζητεί διά τό ΥΠΗΜΑ ΘΕΣΣΑΛΟΝΙΚΗΣ πωλητάς με τά κάτωθι προσόντα: Ηλικίαν 24—32 ετών, γυμνασιακήν μόρφωσιν, άδειαν οδηγού και πείραν εις τό εμπόριον. Προσοχή: αυτοπροσώπως ή δι' επιστολής από 10.00—13.00 και 18.00—21.00. <box>639 1473 949 1542</box>
lottery-draw-date: Α' ΚΛΗΡΩΣΙΣ 6-7 ΙΟΥΝΙΟΥ <box>438 2234 1138 2279</box>
europabus-line: 1) ΑΓΙΟΝ ΟΡΟΣ Δεύτερον 2) ΠΕΛΛΑ-ΑΙΓΑΙ-ΕΔΕΣΣΑ-ΝΑΟΥΣΑ-ΒΕΡΟΙΑ Τρίτην <box>409 1101 606 1124</box>
headline: ΕΝΕΚΡΙΘΗ Η ΕΠΙΣΚΕΥΗ ΤΟΥ ΠΑΛΑΙΟΝΤΟΛΟΓΙΚΟΥ ΜΟΥΣΕΙΟΥ ΤΗΣ ΣΑΜΟΥ <box>966 660 1135 705</box>
article-body: ΑΘΗΝΑΙ, 22.— Εις δηλώσεις του προς τούς δημοσιογράφους ό Βέλγος βιομήχανος κ. Δελουάζ εξήρε τήν ταχείαν ανάπτυξιν της ελληνικής οικονομίας και τό ευνοϊκόν κλίμα διά ξένας επενδύσεις. <box>404 679 621 736</box>
article-body: Διά Βασιλικού διατάγματος τροποποιείται τό ρυμοτομικόν σχέδιον τής πόλεως εις τήν περιοχήν του Αγίου Δημητρίου. <box>966 1304 1135 1350</box>
article-body: ΑΘΗΝΑΙ, 22.— Δημιουργία ιδίων επαρχιακών θεραπευτηρίων και νοσοκομείων προβλέπεται από τό πρόγραμμα του υπουργείου κοινωνικών υπηρεσιών. Διά τής ιδρύσεως αυτών θα επιτευχθή ή αποκέντρωσις του ιατρικού δυναμικού τής χώρας, τό όποίον σήμερον συγκεντρούται κυρίως εις τάς Αθήνας και τήν Θεσσαλονίκην. Ήδη έχουν αρχίσει αί εργασίαι ανεγέρσεως εις δώδεκα πόλεις. <box>631 939 956 1007</box>
subheading-memorial: ΠΑΡΕΣΤΗΣΑΝ ΚΑΙ ΕΙΣ ΜΝΗΜΟΣΥΝΟΝ ΤΩΝ ΦΟΝΕΥΘΕΝΤΩΝ ΕΙΣ ΚΑΝΔΑΝΟΝ <box>1163 152 1532 190</box>
power-notice-signature: ΕΚ ΤΗΣ Δ.Ε.Η. <box>317 1296 384 1307</box>
article-body: ΛΟΣ ΑΝΤΖΕΛΕΣ, 22. (Ρώυτερ).— Ό Αντίλ Σιρχάν, αδελφός του καταδικασθέντος Σιρχάν Σιρχάν, ευχαρίστησε τόν γερουσιαστή Εδουάρδον Κέννεντυ διά τήν επιστολήν τού. <box>966 311 1135 379</box>
theatre-today-badge: ΣΗΜΕΡΟΝ <box>1284 930 1411 956</box>
article-body: ΑΘΗΝΑΙ, 22.— Τήν 28ην Μαΐου θα πραγματοποιηθή εις Βρυξέλλας συνεδρία τών υπουργών άμύνης τών χωρών - μελών τής άτλαντικής συμμαχίας, εις τήν όποίαν θα παραστή ό υφυπουργός εξωτερικών κ. Χ. Ξανθόπουλος - Παλαμάς. Ό κ. Ξανθόπουλος θα αναχωρήση εξ Αθηνών τήν προσεχή Τρίτην. <box>404 89 621 170</box>
headline: ΕΠΙΔΟΣΙΣ ΔΙΠΛΩΜΑΤΩΝ ΕΙΣ ΑΠΟΦΟΙΤΟΥΣ ΑΔΕΛΦΑΣ ΝΕΑΣ ΣΧΟΛΗΣ ΤΟΥ Ε.Ε.Σ. <box>404 425 621 469</box>
article-body: Εκ διαφόρων τροχαίων ατυχημάτων τα όποία συνέβησαν χθες εις τήν πόλιν μας ετραυματίσθησαν ελαφρώς εννέα άτομα. Οί τραυματίαι μετεφέρθησαν εις τό νοσοκομείον ΑΧΕΠΑ. <box>966 509 1135 577</box>
europabus-line: 1) Π. ΑΔΑΜΙΔΗ Βασ. Κωνσταντίνου 1, Τηλ. 79-841 <box>409 1139 607 1161</box>
actress-portrait-icon <box>1154 966 1339 1260</box>
article-body: Διά Βασιλικού διατάγματος τροποποιείται τό ρυμοτομικόν σχέδιον τής πόλεως εις τήν περιοχήν του Αγίου Δημητρίου. <box>966 1199 1135 1245</box>
article-body: Εξ άλλου, συμφώνως προς τά στοιχεία αυτά, τά έσοδα εκ του τουρισμού εσημείωσαν αύξησιν 18 τοις εκατόν έναντι τής αντιστοίχου περιόδου του παρελθόντος έτους, ενώ και αί εξαγωγαί παρουσιάζουν ικανοποιητικήν εικόνα. Οί αρμόδιοι εκφράζουν τήν αισιοδοξίαν των διά τήν πορείαν της οικονομίας κατά τό υπόλοιπον του έτους. <box>631 383 956 440</box>
article-body: ΑΘΗΝΑΙ, 22.— Δι' αποφάσεως του υπουργού οικονομικών απαλλάσσονται της καταβολής φόρου κύκλου εργασιών αί επιχειρήσεις αί όποίαι εκτελούν έργα υποδομής εις τάς παραμεθορίους περιοχάς. <box>404 790 621 847</box>
article-body: Ανακοινούται ότι τό ποσόν τής προσφοράς θα διατεθή διά φιλανθρωπικούς σκοπούς. <box>966 1057 1135 1091</box>
article-body: Τό πανευρωπαϊκόν τουρνουά καλαθοσφαίρας συνεχίσθη χθές, με τήν συμμετοχήν ολων τών έθνικών όμάδων. Ή έλληνική έθνική όμάς αντιμετώπισε τήν όμάδα τής Φιλλανδίας και επέτυχε σπουδαίαν νίκην με 68-62, ενώ εις τόν άλλον αγώνα ή Αύστρία ενίκησε τήν Γερμανίαν με 82-75. Μέ τήν νίκην αύτήν ή έλληνική όμάς εξασφαλίζει ήδη τήν πρόκρισιν διά τούς τελικούς. Εις τό πρώτον ήμίχρονον οί παίκται μας ύπερείχον σαφώς, ενώ εις τό δεύτερον οί Φιλλανδοί επλησίασαν επικινδύνως. Τελικώς όμως ή καλυτέρα φυσική κατάστασις τών ήμετέρων έκρινε τόν αγώνα. <box>27 196 392 288</box>
article-body: ΣΥΝΕΧΕΙΑ ΕΚ ΤΗΣ 3ΗΣ ΣΕΛ. Ό ύπουργός ανέφερε ότι ό αριθμός των εργατικών ατυχημάτων μειούται σταθερώς χάρις εις τά μέτρα τά όποία ελήφθησαν. Η εβδομάς προλήψεως ατυχημάτων αποσκοπεί εις τήν διαφώτισιν των εργαζομένων και των εργοδοτών. <box>1147 726 1548 772</box>
lottery-tagline: Οί πιό μεγάλες πιθανότητες - Τά πιό σταθερά κέρδη <box>191 2179 1385 2224</box>
